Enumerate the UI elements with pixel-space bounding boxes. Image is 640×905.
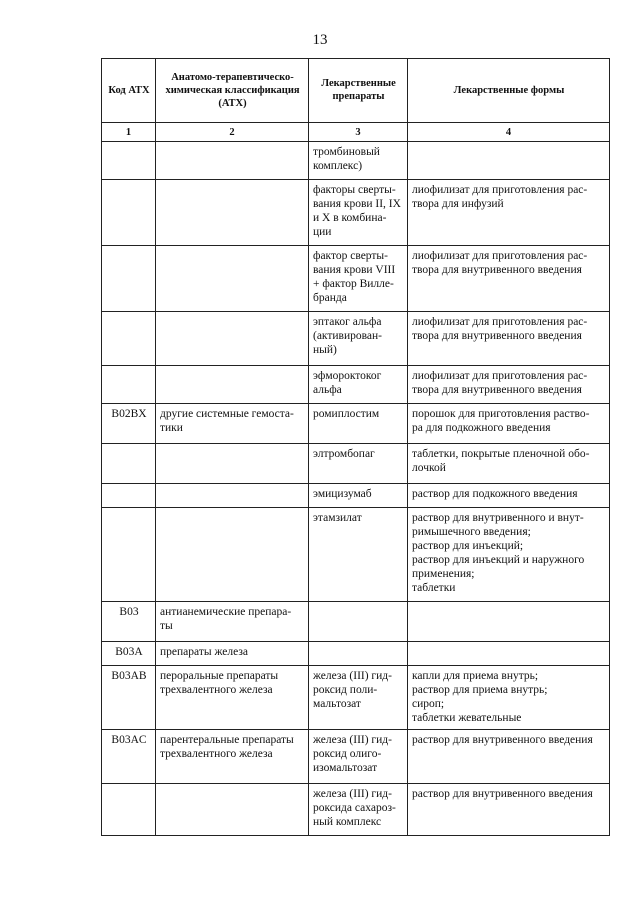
cell-text-line: ты [160, 620, 173, 632]
drug-cell [309, 180, 408, 246]
atx-class-cell [156, 730, 309, 784]
header-drugs: Лекарственные препараты [309, 59, 408, 123]
table-row [102, 142, 610, 180]
table-row [102, 312, 610, 366]
drug-cell [309, 142, 408, 180]
atx-code-cell: B03AC [102, 730, 156, 784]
cell-text-line: вания крови VIII [313, 264, 396, 276]
table-row [102, 730, 610, 784]
cell-text-line: антианемические препара- [160, 606, 292, 618]
atx-class-cell [156, 666, 309, 730]
cell-text-line: бранда [313, 292, 347, 304]
table-row [102, 484, 610, 508]
drug-cell [309, 730, 408, 784]
cell-text-line: раствор для инъекций; [412, 540, 524, 552]
dosage-forms-cell [408, 642, 610, 666]
cell-text-line: изомальтозат [313, 762, 378, 774]
cell-text-line: железа (III) гид- [313, 670, 392, 682]
dosage-forms-cell [408, 444, 610, 484]
atx-class-cell [156, 602, 309, 642]
atx-code-cell [102, 366, 156, 404]
atx-code-cell [102, 508, 156, 602]
atx-code-cell: B03 [102, 602, 156, 642]
table-row [102, 404, 610, 444]
atx-code-cell: B03AB [102, 666, 156, 730]
page-number: 13 [312, 32, 328, 48]
table-body [102, 142, 610, 836]
dosage-forms-cell [408, 180, 610, 246]
cell-text-line: и X в комбина- [313, 212, 387, 224]
dosage-forms-cell [408, 142, 610, 180]
atx-class-cell [156, 366, 309, 404]
cell-text-line: лиофилизат для приготовления рас- [412, 370, 588, 382]
cell-text-line: ции [313, 226, 332, 238]
drug-cell [309, 366, 408, 404]
table-row [102, 366, 610, 404]
cell-text-line: тромбиновый [313, 146, 380, 158]
cell-text-line: элтромбопаг [313, 448, 375, 460]
cell-text-line: роксид поли- [313, 684, 378, 696]
atx-code-cell [102, 312, 156, 366]
dosage-forms-cell [408, 366, 610, 404]
cell-text-line: таблетки жевательные [412, 712, 522, 724]
table-row [102, 642, 610, 666]
table-row [102, 666, 610, 730]
dosage-forms-cell [408, 666, 610, 730]
atx-code-cell [102, 484, 156, 508]
atx-code-cell [102, 246, 156, 312]
cell-text-line: таблетки [412, 582, 456, 594]
cell-text-line: ра для подкожного введения [412, 422, 551, 434]
cell-text-line: фактор сверты- [313, 250, 388, 262]
dosage-forms-cell [408, 246, 610, 312]
atx-code-cell [102, 142, 156, 180]
cell-text-line: капли для приема внутрь; [412, 670, 539, 682]
cell-text-line: раствор для приема внутрь; [412, 684, 548, 696]
cell-text-line: другие системные гемоста- [160, 408, 294, 420]
cell-text-line: парентеральные препараты [160, 734, 294, 746]
drug-cell [309, 602, 408, 642]
cell-text-line: порошок для приготовления раство- [412, 408, 590, 420]
atx-class-cell [156, 404, 309, 444]
header-dosage-forms: Лекарственные формы [408, 59, 610, 123]
dosage-forms-cell [408, 484, 610, 508]
cell-text-line: лочкой [412, 462, 446, 474]
column-number: 2 [156, 123, 309, 142]
dosage-forms-cell [408, 602, 610, 642]
drug-cell [309, 246, 408, 312]
atx-class-cell [156, 180, 309, 246]
cell-text-line: этамзилат [313, 512, 362, 524]
cell-text-line: раствор для внутривенного введения [412, 734, 593, 746]
cell-text-line: лиофилизат для приготовления рас- [412, 250, 588, 262]
cell-text-line: раствор для внутривенного и внут- [412, 512, 584, 524]
header-atx-classification: Анатомо-терапевтическо- химическая классификация (АТХ) [156, 59, 309, 123]
cell-text-line: трехвалентного железа [160, 684, 273, 696]
column-number: 4 [408, 123, 610, 142]
drug-cell [309, 444, 408, 484]
cell-text-line: роксида сахароз- [313, 802, 396, 814]
cell-text-line: эфмороктоког [313, 370, 382, 382]
cell-text-line: сироп; [412, 698, 445, 710]
cell-text-line: мальтозат [313, 698, 361, 710]
cell-text-line: лиофилизат для приготовления рас- [412, 184, 588, 196]
table-row [102, 246, 610, 312]
cell-text-line: раствор для подкожного введения [412, 488, 578, 500]
atx-code-cell [102, 444, 156, 484]
cell-text-line: римышечного введения; [412, 526, 531, 538]
atx-class-cell [156, 142, 309, 180]
dosage-forms-cell [408, 730, 610, 784]
cell-text-line: факторы сверты- [313, 184, 396, 196]
cell-text-line: вания крови II, IX [313, 198, 401, 210]
cell-text-line: твора для внутривенного введения [412, 384, 582, 396]
dosage-forms-cell [408, 784, 610, 836]
cell-text-line: твора для внутривенного введения [412, 264, 582, 276]
cell-text-line: комплекс) [313, 160, 363, 172]
atx-class-cell [156, 444, 309, 484]
cell-text-line: пероральные препараты [160, 670, 279, 682]
atx-class-cell [156, 312, 309, 366]
cell-text-line: альфа [313, 384, 342, 396]
atx-code-cell: B02BX [102, 404, 156, 444]
drug-cell [309, 312, 408, 366]
cell-text-line: лиофилизат для приготовления рас- [412, 316, 588, 328]
atx-code-cell [102, 784, 156, 836]
table-row [102, 180, 610, 246]
drug-cell [309, 508, 408, 602]
atx-class-cell [156, 642, 309, 666]
dosage-forms-cell [408, 508, 610, 602]
drug-cell [309, 666, 408, 730]
atx-code-cell: B03A [102, 642, 156, 666]
table-row [102, 602, 610, 642]
drug-cell [309, 642, 408, 666]
atx-class-cell [156, 784, 309, 836]
cell-text-line: таблетки, покрытые пленочной обо- [412, 448, 590, 460]
cell-text-line: применения; [412, 568, 475, 580]
atx-code-cell [102, 180, 156, 246]
drug-cell [309, 404, 408, 444]
cell-text-line: ный комплекс [313, 816, 382, 828]
cell-text-line: раствор для инъекций и наружного [412, 554, 585, 566]
dosage-forms-cell [408, 312, 610, 366]
header-atx-code: Код АТХ [102, 59, 156, 123]
cell-text-line: эптаког альфа [313, 316, 382, 328]
cell-text-line: твора для инфузий [412, 198, 504, 210]
cell-text-line: + фактор Вилле- [313, 278, 394, 290]
cell-text-line: трехвалентного железа [160, 748, 273, 760]
cell-text-line: роксид олиго- [313, 748, 382, 760]
atx-class-cell [156, 246, 309, 312]
cell-text-line: твора для внутривенного введения [412, 330, 582, 342]
cell-text-line: препараты железа [160, 646, 248, 658]
atx-table [101, 58, 610, 836]
column-number: 3 [309, 123, 408, 142]
table-row [102, 444, 610, 484]
drug-cell [309, 484, 408, 508]
cell-text-line: (активирован- [313, 330, 382, 342]
atx-class-cell [156, 484, 309, 508]
cell-text-line: тики [160, 422, 183, 434]
cell-text-line: железа (III) гид- [313, 734, 392, 746]
cell-text-line: раствор для внутривенного введения [412, 788, 593, 800]
atx-class-cell [156, 508, 309, 602]
table-row [102, 784, 610, 836]
cell-text-line: железа (III) гид- [313, 788, 392, 800]
cell-text-line: ный) [313, 344, 337, 356]
column-number: 1 [102, 123, 156, 142]
drug-cell [309, 784, 408, 836]
cell-text-line: эмицизумаб [313, 488, 372, 500]
dosage-forms-cell [408, 404, 610, 444]
cell-text-line: ромиплостим [313, 408, 380, 420]
table-row [102, 508, 610, 602]
